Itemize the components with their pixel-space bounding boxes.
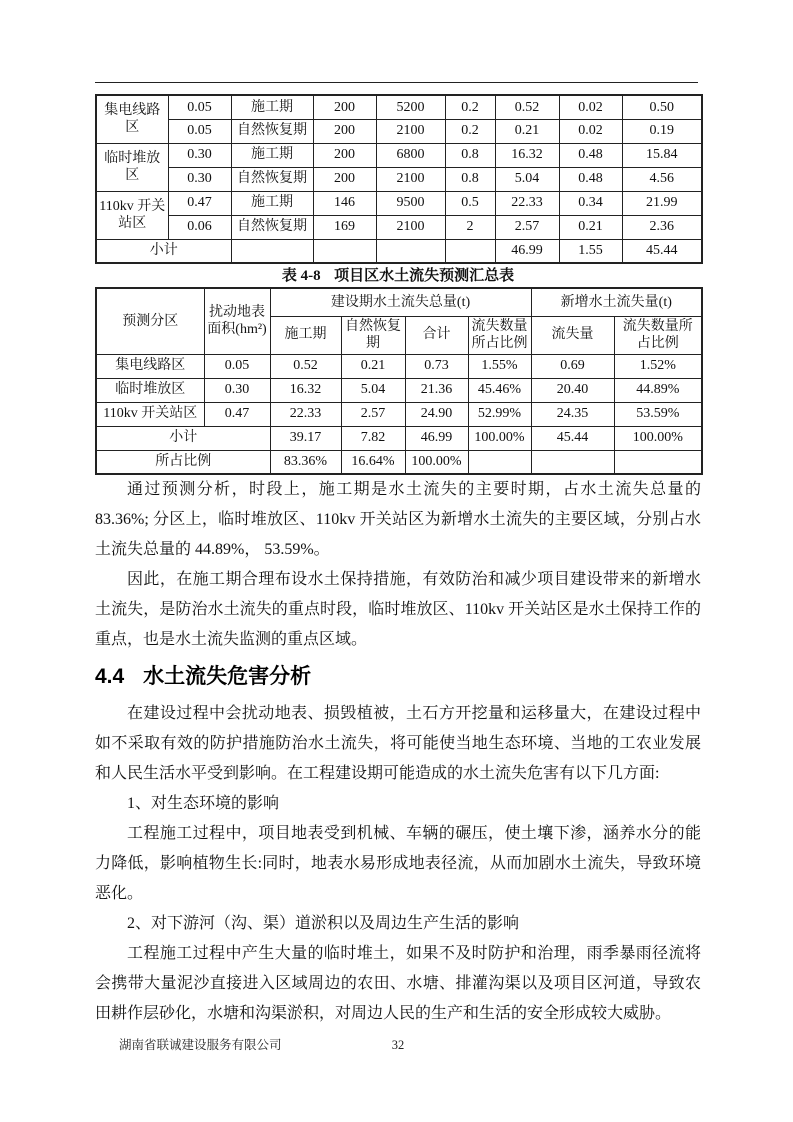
- value-cell: 6800: [376, 143, 445, 167]
- value-cell: 2100: [376, 215, 445, 239]
- value-cell: 83.36%: [270, 450, 341, 474]
- zone-cell: 集电线路区: [96, 354, 204, 378]
- table-row: [96, 378, 702, 402]
- value-cell: 0.73: [405, 354, 468, 378]
- table-row: [96, 95, 702, 119]
- value-cell: 0.30: [204, 378, 270, 402]
- table-row: [96, 215, 702, 239]
- area-cell: 0.47: [168, 191, 231, 215]
- value-cell: 16.64%: [341, 450, 405, 474]
- subtotal-row: [96, 426, 702, 450]
- value-cell: 0.21: [341, 354, 405, 378]
- value-cell: 2.57: [495, 215, 559, 239]
- page-content: [95, 0, 701, 1029]
- ratio-label-cell: 所占比例: [96, 450, 270, 474]
- table-row: [96, 167, 702, 191]
- value-cell: 0.48: [559, 143, 622, 167]
- value-cell: 45.44: [622, 239, 702, 263]
- table-row: [96, 119, 702, 143]
- footer-page-number: 32: [391, 1038, 405, 1052]
- value-cell: 100.00%: [405, 450, 468, 474]
- value-cell: 200: [313, 143, 376, 167]
- section-title: 水土流失危害分析: [143, 665, 312, 688]
- value-cell: 0.8: [445, 167, 495, 191]
- header-row: [96, 288, 702, 316]
- value-cell: 0.21: [495, 119, 559, 143]
- period-cell: 施工期: [231, 191, 313, 215]
- subtotal-label-cell: 小计: [96, 239, 231, 263]
- paragraph-prediction-analysis: 通过预测分析，时段上，施工期是水土流失的主要时期，占水土流失总量的 83.36%; 分区上，临时堆放区、110kv 开关站区为新增水土流失的主要区域，分别占水土流失总量的 44.89%， 53.59%。: [95, 481, 701, 558]
- value-cell: 24.90: [405, 402, 468, 426]
- value-cell: 0.2: [445, 95, 495, 119]
- table-caption-number: 表 4-8: [281, 268, 321, 284]
- value-cell: 0.8: [445, 143, 495, 167]
- value-cell: 21.36: [405, 378, 468, 402]
- value-cell: 146: [313, 191, 376, 215]
- value-cell: 44.89%: [614, 378, 702, 402]
- empty-cell: [231, 239, 313, 263]
- header-group-cell: 建设期水土流失总量(t): [270, 288, 531, 316]
- value-cell: 46.99: [405, 426, 468, 450]
- period-cell: 自然恢复期: [231, 119, 313, 143]
- paragraph-ecology-impact: 工程施工过程中，项目地表受到机械、车辆的碾压，使土壤下渗，涵养水分的能力降低，影响植物生长:同时，地表水易形成地表径流，从而加剧水土流失，导致环境恶化。: [95, 825, 701, 902]
- table-caption-title: 项目区水土流失预测汇总表: [334, 268, 515, 284]
- paragraph-hazard-intro: 在建设过程中会扰动地表、损毁植被，土石方开挖量和运移量大，在建设过程中如不采取有效的防护措施防治水土流失，将可能使当地生态环境、当地的工农业发展和人民生活水平受到影响。在工程建设期可能造成的水土流失危害有以下几方面:: [95, 705, 701, 782]
- zone-cell: 临时堆放区: [96, 143, 168, 191]
- value-cell: 0.47: [204, 402, 270, 426]
- value-cell: 5.04: [495, 167, 559, 191]
- value-cell: 200: [313, 119, 376, 143]
- empty-cell: [445, 239, 495, 263]
- ratio-row: [96, 450, 702, 474]
- value-cell: 0.52: [270, 354, 341, 378]
- empty-cell: [313, 239, 376, 263]
- area-cell: 0.30: [168, 167, 231, 191]
- value-cell: 0.05: [204, 354, 270, 378]
- list-item-1: 1、对生态环境的影响: [127, 795, 280, 812]
- value-cell: 0.19: [622, 119, 702, 143]
- empty-cell: [614, 450, 702, 474]
- section-heading: [95, 663, 701, 691]
- empty-cell: [376, 239, 445, 263]
- value-cell: 0.69: [531, 354, 614, 378]
- table-row: [96, 354, 702, 378]
- value-cell: 21.99: [622, 191, 702, 215]
- header-cell: 扰动地表面积(hm²): [204, 288, 270, 354]
- value-cell: 24.35: [531, 402, 614, 426]
- list-item-2: 2、对下游河（沟、渠）道淤积以及周边生产生活的影响: [127, 915, 520, 932]
- value-cell: 15.84: [622, 143, 702, 167]
- value-cell: 16.32: [270, 378, 341, 402]
- table-row: [96, 191, 702, 215]
- subtotal-row: [96, 239, 702, 263]
- value-cell: 0.48: [559, 167, 622, 191]
- header-cell: 自然恢复期: [341, 316, 405, 354]
- value-cell: 5.04: [341, 378, 405, 402]
- value-cell: 1.55: [559, 239, 622, 263]
- value-cell: 1.55%: [468, 354, 531, 378]
- value-cell: 0.34: [559, 191, 622, 215]
- table-row: [96, 143, 702, 167]
- header-cell: 流失数量所占比例: [468, 316, 531, 354]
- table-row: [96, 402, 702, 426]
- header-cell: 预测分区: [96, 288, 204, 354]
- table-caption: [95, 266, 701, 286]
- value-cell: 0.02: [559, 95, 622, 119]
- header-cell: 施工期: [270, 316, 341, 354]
- value-cell: 22.33: [270, 402, 341, 426]
- page-footer: [95, 1036, 701, 1054]
- value-cell: 9500: [376, 191, 445, 215]
- value-cell: 39.17: [270, 426, 341, 450]
- value-cell: 0.02: [559, 119, 622, 143]
- area-cell: 0.05: [168, 95, 231, 119]
- period-cell: 自然恢复期: [231, 215, 313, 239]
- header-cell: 合计: [405, 316, 468, 354]
- value-cell: 2100: [376, 119, 445, 143]
- value-cell: 2: [445, 215, 495, 239]
- footer-company-name: 湖南省联诚建设服务有限公司: [119, 1038, 282, 1052]
- value-cell: 2.36: [622, 215, 702, 239]
- erosion-summary-table: [95, 287, 703, 475]
- zone-cell: 110kv 开关站区: [96, 402, 204, 426]
- value-cell: 200: [313, 95, 376, 119]
- zone-cell: 110kv 开关站区: [96, 191, 168, 239]
- empty-cell: [531, 450, 614, 474]
- paragraph-conclusion: 因此，在施工期合理布设水土保持措施，有效防治和减少项目建设带来的新增水土流失，是防治水土流失的重点时段，临时堆放区、110kv 开关站区是水土保持工作的重点，也是水土流失监测的重点区域。: [95, 571, 701, 648]
- value-cell: 7.82: [341, 426, 405, 450]
- header-group-cell: 新增水土流失量(t): [531, 288, 702, 316]
- zone-cell: 临时堆放区: [96, 378, 204, 402]
- erosion-prediction-table-continued: [95, 94, 703, 264]
- area-cell: 0.05: [168, 119, 231, 143]
- area-cell: 0.06: [168, 215, 231, 239]
- value-cell: 100.00%: [614, 426, 702, 450]
- section-number: 4.4: [95, 665, 125, 688]
- value-cell: 0.5: [445, 191, 495, 215]
- value-cell: 52.99%: [468, 402, 531, 426]
- zone-cell: 集电线路区: [96, 95, 168, 143]
- paragraph-downstream-impact: 工程施工过程中产生大量的临时堆土，如果不及时防护和治理，雨季暴雨径流将会携带大量泥沙直接进入区域周边的农田、水塘、排灌沟渠以及项目区河道，导致农田耕作层砂化，水塘和沟渠淤积，对周边人民的生产和生活的安全形成较大威胁。: [95, 945, 701, 1022]
- value-cell: 200: [313, 167, 376, 191]
- value-cell: 0.2: [445, 119, 495, 143]
- value-cell: 16.32: [495, 143, 559, 167]
- value-cell: 2100: [376, 167, 445, 191]
- value-cell: 0.52: [495, 95, 559, 119]
- area-cell: 0.30: [168, 143, 231, 167]
- header-cell: 流失数量所占比例: [614, 316, 702, 354]
- value-cell: 4.56: [622, 167, 702, 191]
- value-cell: 0.50: [622, 95, 702, 119]
- subtotal-label-cell: 小计: [96, 426, 270, 450]
- value-cell: 100.00%: [468, 426, 531, 450]
- value-cell: 0.21: [559, 215, 622, 239]
- value-cell: 45.44: [531, 426, 614, 450]
- value-cell: 22.33: [495, 191, 559, 215]
- value-cell: 5200: [376, 95, 445, 119]
- header-cell: 流失量: [531, 316, 614, 354]
- value-cell: 46.99: [495, 239, 559, 263]
- period-cell: 施工期: [231, 143, 313, 167]
- value-cell: 45.46%: [468, 378, 531, 402]
- period-cell: 施工期: [231, 95, 313, 119]
- value-cell: 53.59%: [614, 402, 702, 426]
- empty-cell: [468, 450, 531, 474]
- value-cell: 20.40: [531, 378, 614, 402]
- value-cell: 1.52%: [614, 354, 702, 378]
- value-cell: 2.57: [341, 402, 405, 426]
- value-cell: 169: [313, 215, 376, 239]
- period-cell: 自然恢复期: [231, 167, 313, 191]
